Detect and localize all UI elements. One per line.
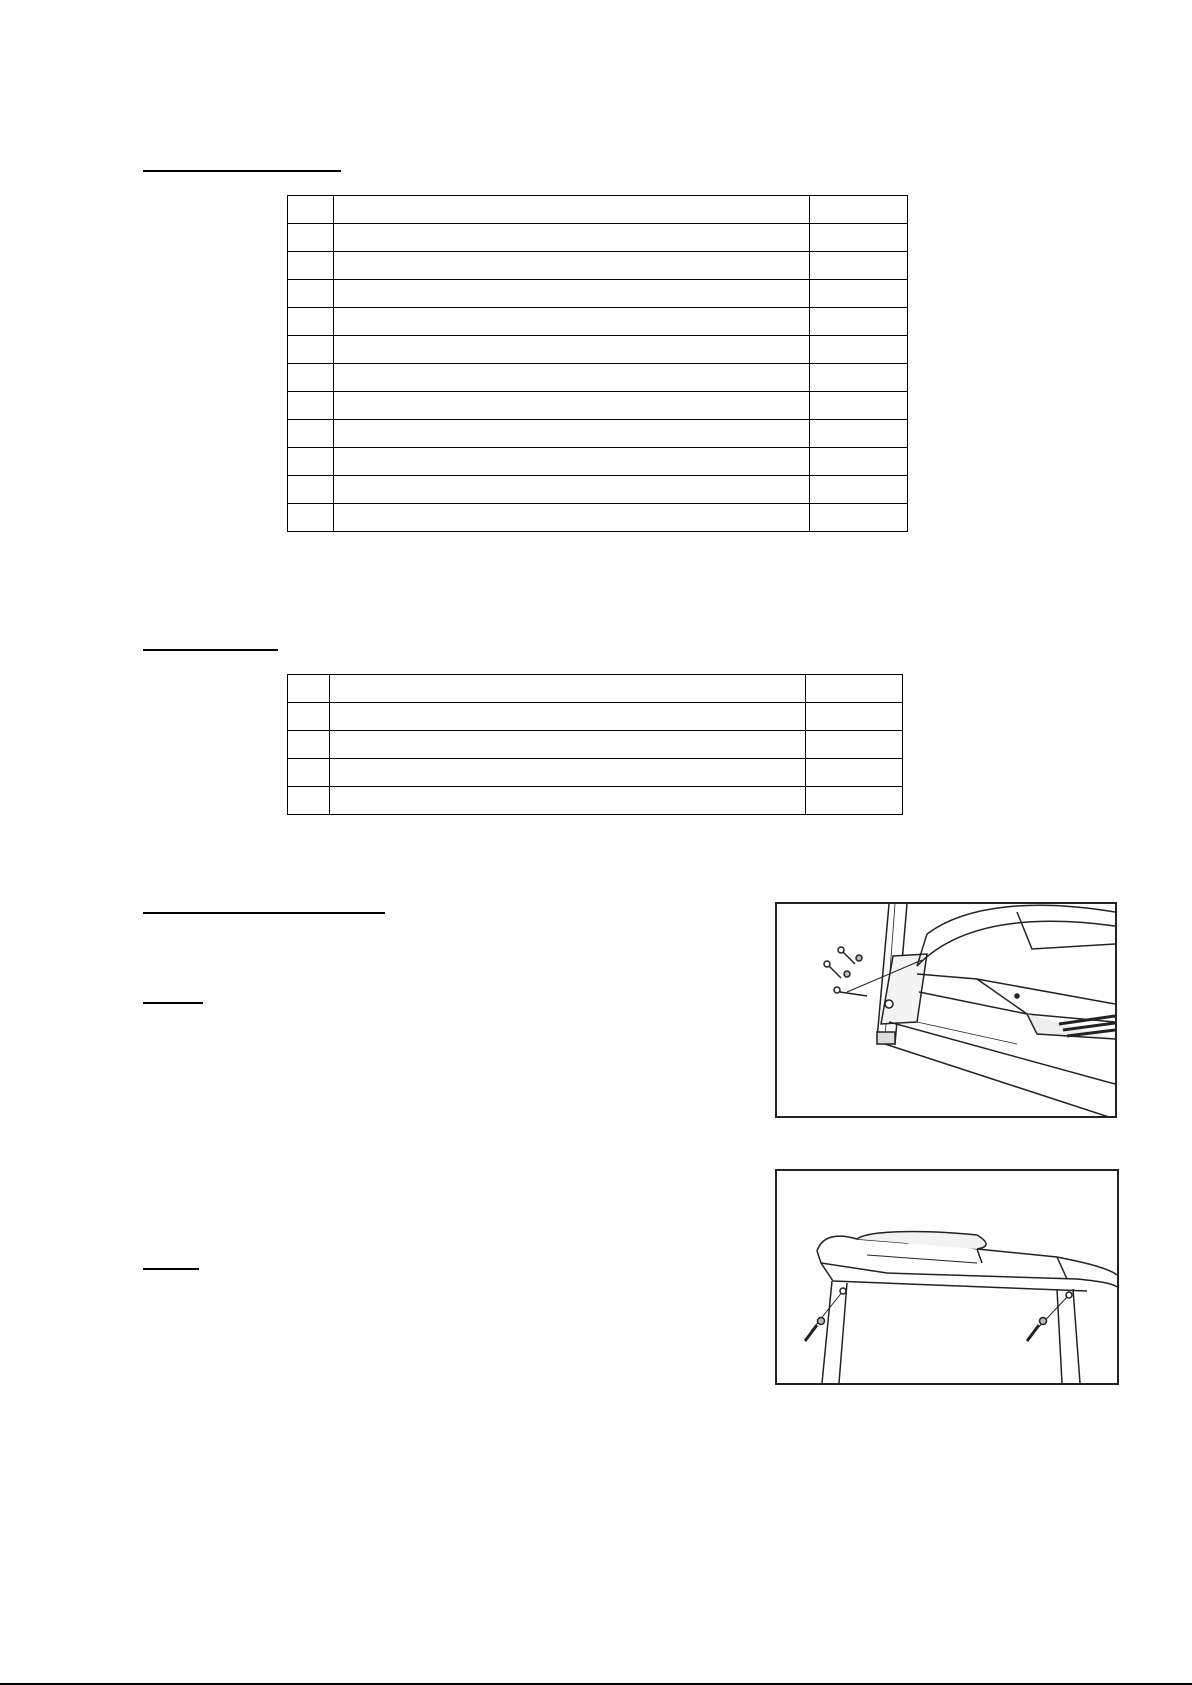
handlebar-bolts-figure bbox=[775, 1169, 1119, 1385]
table-cell-number bbox=[288, 196, 334, 224]
table-row bbox=[288, 196, 908, 224]
step-2-label-underline bbox=[143, 1268, 199, 1270]
section-2-hardware-table bbox=[287, 674, 903, 815]
table-cell-quantity bbox=[806, 675, 903, 703]
table-cell-number bbox=[288, 224, 334, 252]
table-cell-quantity bbox=[810, 336, 908, 364]
table-cell-number bbox=[288, 731, 330, 759]
table-cell-number bbox=[288, 308, 334, 336]
table-cell-quantity bbox=[810, 196, 908, 224]
table-row bbox=[288, 675, 903, 703]
table-row bbox=[288, 392, 908, 420]
table-cell-quantity bbox=[810, 308, 908, 336]
table-cell-number bbox=[288, 703, 330, 731]
table-cell-description bbox=[334, 392, 810, 420]
table-cell-quantity bbox=[810, 420, 908, 448]
table-cell-quantity bbox=[810, 476, 908, 504]
table-cell-description bbox=[334, 364, 810, 392]
table-cell-number bbox=[288, 364, 334, 392]
table-row bbox=[288, 787, 903, 815]
table-row bbox=[288, 504, 908, 532]
table-row bbox=[288, 759, 903, 787]
section-1-heading-underline bbox=[143, 170, 341, 172]
table-cell-description bbox=[334, 280, 810, 308]
table-cell-description bbox=[330, 703, 806, 731]
section-1-parts-table bbox=[287, 195, 908, 532]
table-cell-quantity bbox=[806, 759, 903, 787]
table-row bbox=[288, 336, 908, 364]
console-mount-bolts-figure bbox=[775, 902, 1117, 1118]
table-cell-quantity bbox=[810, 224, 908, 252]
table-cell-description bbox=[330, 787, 806, 815]
table-cell-description bbox=[334, 420, 810, 448]
table-cell-description bbox=[334, 336, 810, 364]
table-row bbox=[288, 731, 903, 759]
table-cell-description bbox=[334, 476, 810, 504]
table-row bbox=[288, 252, 908, 280]
table-cell-description bbox=[330, 731, 806, 759]
table-cell-number bbox=[288, 759, 330, 787]
table-cell-number bbox=[288, 476, 334, 504]
table-cell-number bbox=[288, 280, 334, 308]
table-cell-quantity bbox=[810, 392, 908, 420]
table-row bbox=[288, 420, 908, 448]
table-row bbox=[288, 308, 908, 336]
console-mount-illustration bbox=[777, 904, 1115, 1116]
table-cell-description bbox=[334, 308, 810, 336]
table-cell-quantity bbox=[810, 280, 908, 308]
table-cell-quantity bbox=[806, 787, 903, 815]
table-cell-description bbox=[334, 448, 810, 476]
table-row bbox=[288, 364, 908, 392]
table-row bbox=[288, 224, 908, 252]
table-cell-description bbox=[330, 675, 806, 703]
table-cell-number bbox=[288, 420, 334, 448]
table-cell-quantity bbox=[810, 364, 908, 392]
table-cell-number bbox=[288, 448, 334, 476]
table-cell-quantity bbox=[806, 731, 903, 759]
table-cell-quantity bbox=[810, 252, 908, 280]
table-cell-quantity bbox=[810, 504, 908, 532]
table-row bbox=[288, 448, 908, 476]
table-cell-description bbox=[334, 224, 810, 252]
table-cell-quantity bbox=[810, 448, 908, 476]
section-3-heading-underline bbox=[143, 912, 385, 914]
table-row bbox=[288, 280, 908, 308]
table-cell-description bbox=[334, 196, 810, 224]
table-cell-number bbox=[288, 392, 334, 420]
table-cell-number bbox=[288, 675, 330, 703]
handlebar-illustration bbox=[777, 1171, 1117, 1383]
step-1-label-underline bbox=[143, 1002, 203, 1004]
table-cell-number bbox=[288, 252, 334, 280]
table-row bbox=[288, 476, 908, 504]
table-cell-description bbox=[330, 759, 806, 787]
table-row bbox=[288, 703, 903, 731]
table-cell-number bbox=[288, 504, 334, 532]
table-cell-description bbox=[334, 504, 810, 532]
table-cell-quantity bbox=[806, 703, 903, 731]
table-cell-number bbox=[288, 336, 334, 364]
table-cell-number bbox=[288, 787, 330, 815]
table-cell-description bbox=[334, 252, 810, 280]
section-2-heading-underline bbox=[143, 649, 278, 651]
